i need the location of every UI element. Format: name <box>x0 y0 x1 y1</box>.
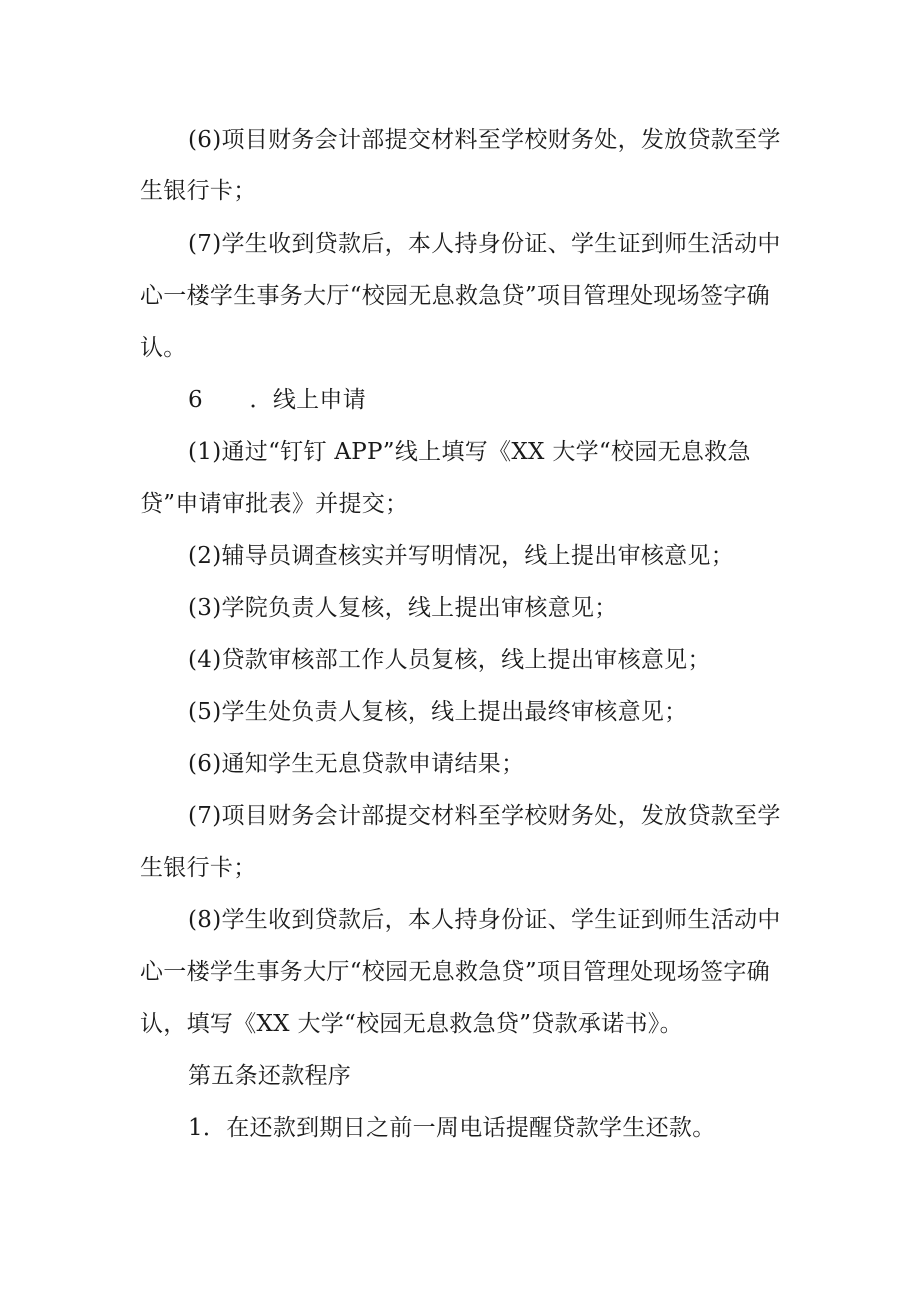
text-line: (6)项目财务会计部提交材料至学校财务处，发放贷款至学 <box>188 127 781 153</box>
text-line: (6)通知学生无息贷款申请结果； <box>188 751 525 777</box>
text-line: 认，填写《XX 大学“校园无息救急贷”贷款承诺书》。 <box>140 1011 683 1037</box>
section-heading: 6 ．线上申请 <box>188 387 367 413</box>
text-line: 生银行卡； <box>140 178 257 204</box>
text-line: 贷”申请审批表》并提交； <box>140 491 409 517</box>
text-line: (8)学生收到贷款后，本人持身份证、学生证到师生活动中 <box>188 907 781 933</box>
text-line: (4)贷款审核部工作人员复核，线上提出审核意见； <box>188 647 711 673</box>
text-line: 1．在还款到期日之前一周电话提醒贷款学生还款。 <box>188 1115 716 1141</box>
text-line: (1)通过“钉钉 APP”线上填写《XX 大学“校园无息救急 <box>188 439 751 465</box>
text-line: (7)学生收到贷款后，本人持身份证、学生证到师生活动中 <box>188 231 781 257</box>
text-line: (5)学生处负责人复核，线上提出最终审核意见； <box>188 699 688 725</box>
text-line: 生银行卡； <box>140 855 257 881</box>
text-line: 心一楼学生事务大厅“校园无息救急贷”项目管理处现场签字确 <box>140 283 770 309</box>
text-line: (3)学院负责人复核，线上提出审核意见； <box>188 595 618 621</box>
text-line: (2)辅导员调查核实并写明情况，线上提出审核意见； <box>188 543 735 569</box>
text-line: 认。 <box>140 335 187 361</box>
article-heading: 第五条还款程序 <box>188 1063 352 1089</box>
text-line: 心一楼学生事务大厅“校园无息救急贷”项目管理处现场签字确 <box>140 959 770 985</box>
text-line: (7)项目财务会计部提交材料至学校财务处，发放贷款至学 <box>188 803 781 829</box>
